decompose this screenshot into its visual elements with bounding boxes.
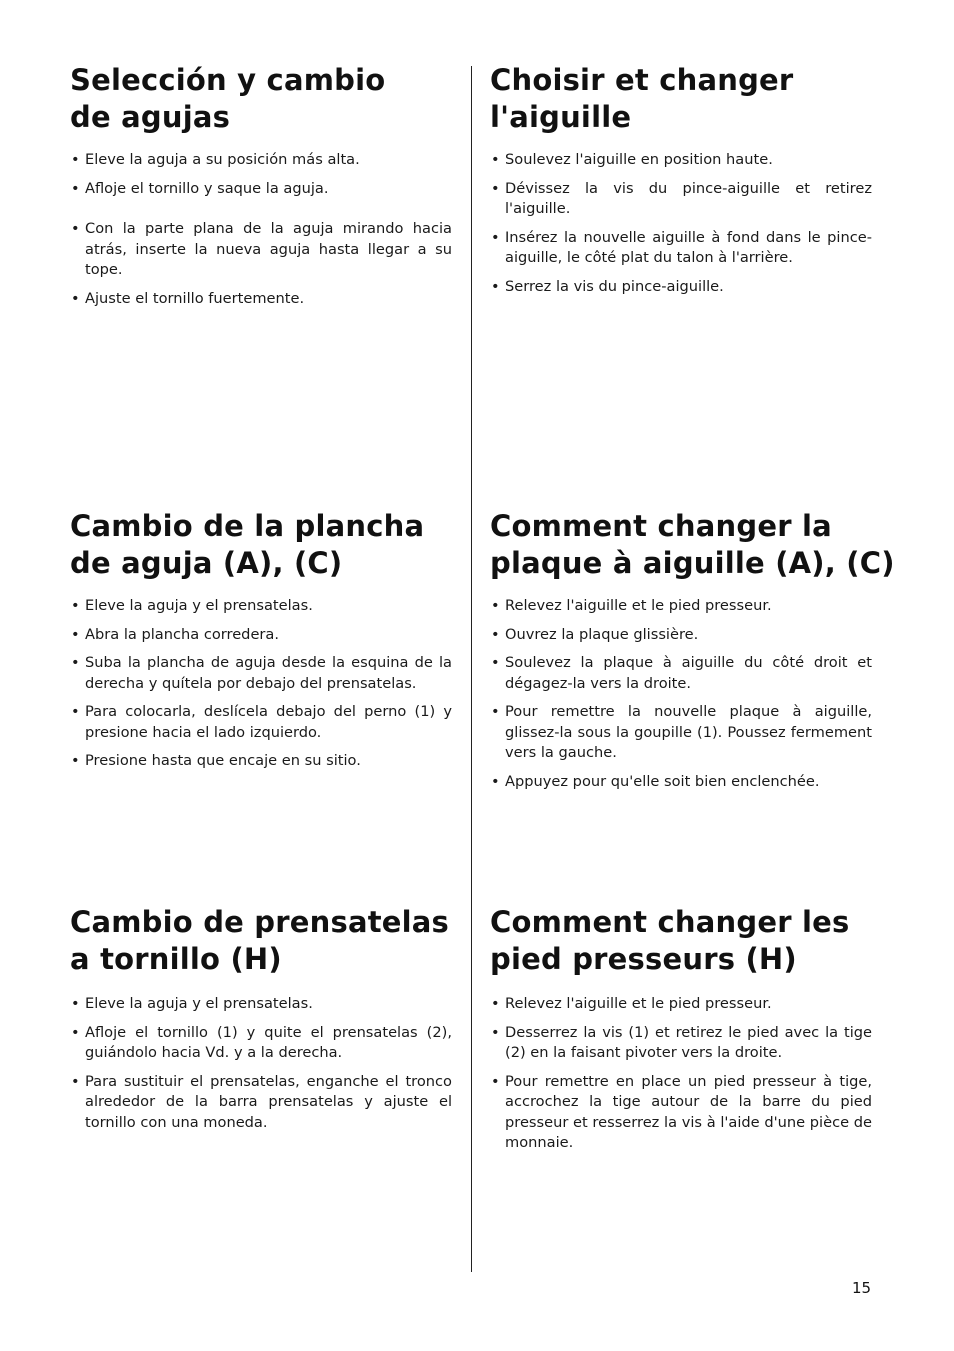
list-item: • Afloje el tornillo (1) y quite el prensatelas (2), guiándolo hacia Vd. y a la derecha. [71, 1023, 452, 1061]
column-divider [471, 66, 472, 1272]
list-item: • Eleve la aguja a su posición más alta. [71, 151, 360, 168]
list-item: • Para colocarla, deslícela debajo del perno (1) y presione hacia el lado izquierdo. [71, 703, 452, 741]
section-seleccion-agujas [70, 62, 452, 136]
section-heading: Cambio de la plancha de aguja (A), (C) [70, 509, 425, 580]
list-item: • Abra la plancha corredera. [71, 625, 280, 643]
list-item: • Afloje el tornillo y saque la aguja. [71, 179, 329, 197]
list-item: • Serrez la vis du pince-aiguille. [491, 277, 724, 295]
list-item: • Appuyez pour qu'elle soit bien enclenchée. [491, 772, 820, 790]
list-item: • Ajuste el tornillo fuertemente. [71, 289, 305, 307]
list-item: • Insérez la nouvelle aiguille à fond dans le pince-aiguille, le côté plat du talon à l'arrière. [491, 228, 872, 266]
section-cambio-prensatelas [70, 904, 452, 978]
list-item: • Soulevez l'aiguille en position haute. [491, 151, 773, 168]
section-heading: Comment changer les pied presseurs (H) [490, 905, 850, 976]
section-choisir-aiguille [490, 62, 872, 136]
page-number: 15 [852, 1279, 872, 1297]
list-item: • Dévissez la vis du pince-aiguille et retirez l'aiguille. [491, 179, 872, 217]
list-item: • Suba la plancha de aguja desde la esquina de la derecha y quítela por debajo del prensatelas. [71, 654, 452, 692]
section-heading: Selección y cambio de agujas [70, 63, 386, 134]
list-item: • Con la parte plana de la aguja mirando hacia atrás, inserte la nueva aguja hasta llegar a su tope. [71, 220, 452, 278]
list-item: • Eleve la aguja y el prensatelas. [71, 597, 313, 614]
section-changer-pieds [490, 904, 872, 978]
section-heading: Comment changer la plaque à aiguille (A), (C) [490, 509, 895, 580]
section-heading: Cambio de prensatelas a tornillo (H) [70, 905, 450, 976]
bullet-list-cambio-plancha [70, 596, 452, 780]
section-changer-plaque [490, 508, 895, 582]
list-item: • Desserrez la vis (1) et retirez le pied avec la tige (2) en la faisant pivoter vers la droite. [491, 1023, 872, 1061]
section-cambio-plancha [70, 508, 452, 582]
list-item: • Pour remettre la nouvelle plaque à aiguille, glissez-la sous la goupille (1). Poussez fermement vers la gauche. [491, 703, 872, 761]
list-item: • Eleve la aguja y el prensatelas. [71, 995, 313, 1012]
list-item: • Ouvrez la plaque glissière. [491, 625, 699, 643]
bullet-list-changer-plaque [490, 596, 872, 800]
list-item: • Relevez l'aiguille et le pied presseur. [491, 597, 772, 614]
list-item: • Presione hasta que encaje en su sitio. [71, 752, 361, 769]
list-item: • Relevez l'aiguille et le pied presseur. [491, 995, 772, 1012]
list-item: • Para sustituir el prensatelas, enganche el tronco alrededor de la barra prensatelas y ajuste el tornillo con una moneda. [71, 1072, 452, 1131]
list-item: • Soulevez la plaque à aiguille du côté droit et dégagez-la vers la droite. [491, 654, 872, 692]
section-heading: Choisir et changer l'aiguille [490, 63, 794, 134]
bullet-list-seleccion-agujas [70, 150, 452, 317]
bullet-list-changer-pieds [490, 994, 872, 1162]
list-item: • Pour remettre en place un pied presseur à tige, accrochez la tige autour de la barre du pied presseur et resserrez la vis à l'aide d'une pièce de monnaie. [491, 1072, 872, 1151]
bullet-list-choisir-aiguille [490, 150, 872, 305]
bullet-list-cambio-prensatelas [70, 994, 452, 1141]
